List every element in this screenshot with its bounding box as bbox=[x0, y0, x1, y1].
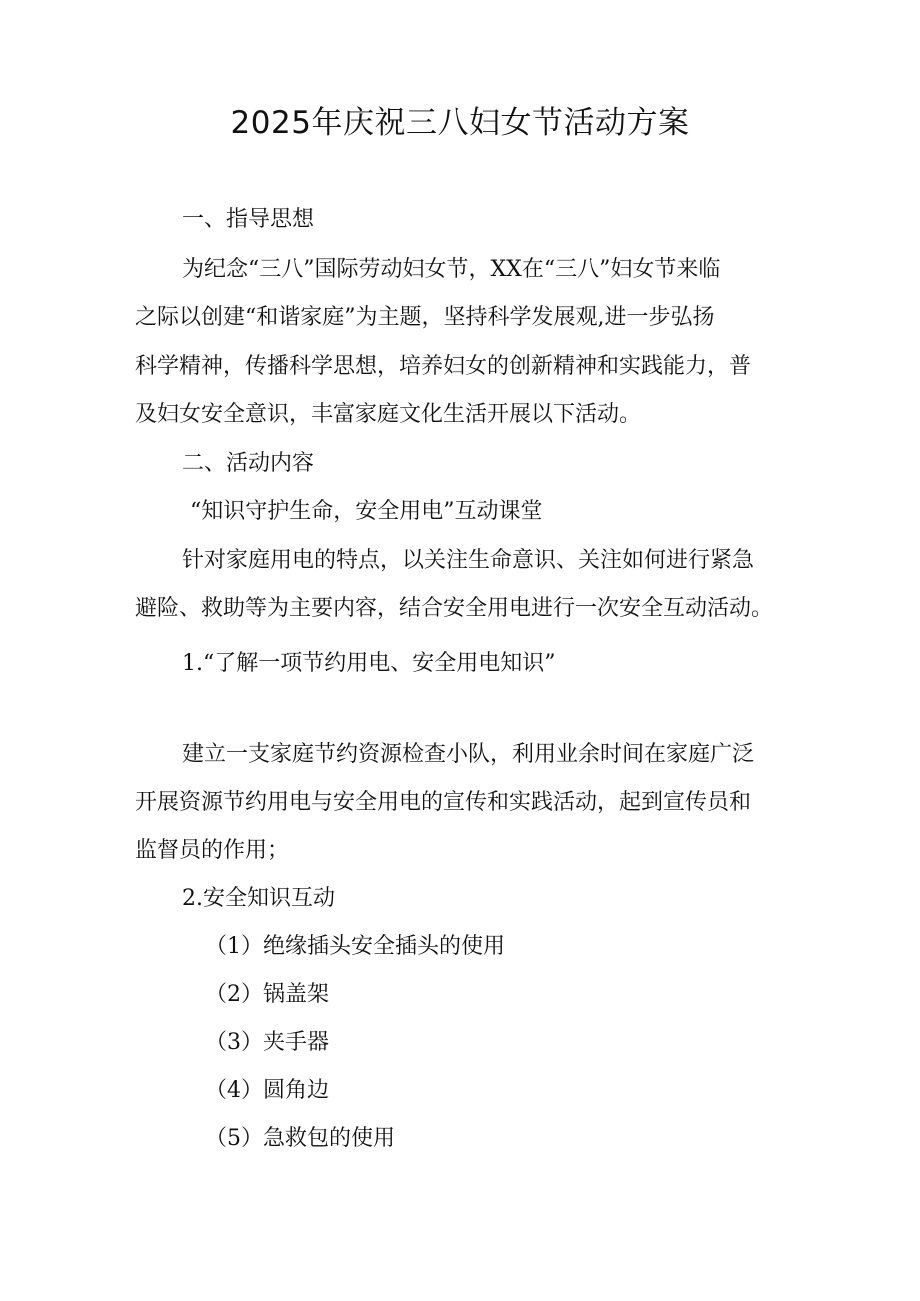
activity-title: “知识守护生命，安全用电”互动课堂 bbox=[190, 499, 543, 524]
paragraph-line: 科学精神，传播科学思想，培养妇女的创新精神和实践能力，普 bbox=[135, 354, 752, 379]
paragraph-line: 建立一支家庭节约资源检查小队，利用业余时间在家庭广泛 bbox=[182, 742, 755, 767]
numbered-item-1: 1.“了解一项节约用电、安全用电知识” bbox=[182, 651, 556, 676]
sub-list-item: （2）锅盖架 bbox=[205, 982, 329, 1007]
document-title: 2025年庆祝三八妇女节活动方案 bbox=[230, 105, 690, 141]
sub-list-item: （3）夹手器 bbox=[205, 1030, 329, 1055]
paragraph-line: 避险、救助等为主要内容，结合安全用电进行一次安全互动活动。 bbox=[135, 596, 774, 621]
section-heading-activity-content: 二、活动内容 bbox=[182, 451, 315, 476]
sub-list-item: （5）急救包的使用 bbox=[205, 1126, 395, 1151]
numbered-item-2: 2.安全知识互动 bbox=[182, 886, 335, 911]
paragraph-line: 及妇女安全意识，丰富家庭文化生活开展以下活动。 bbox=[135, 402, 642, 427]
paragraph-line: 开展资源节约用电与安全用电的宣传和实践活动，起到宣传员和 bbox=[135, 790, 752, 815]
paragraph-line: 针对家庭用电的特点，以关注生命意识、关注如何进行紧急 bbox=[182, 548, 755, 573]
paragraph-line: 为纪念“三八”国际劳动妇女节，XX在“三八”妇女节来临 bbox=[182, 257, 721, 282]
paragraph-line: 之际以创建“和谐家庭”为主题，坚持科学发展观,进一步弘扬 bbox=[135, 305, 715, 330]
paragraph-line: 监督员的作用； bbox=[135, 838, 290, 863]
sub-list-item: （1）绝缘插头安全插头的使用 bbox=[205, 934, 505, 959]
sub-list-item: （4）圆角边 bbox=[205, 1078, 329, 1103]
section-heading-guiding-thought: 一、指导思想 bbox=[182, 207, 315, 232]
